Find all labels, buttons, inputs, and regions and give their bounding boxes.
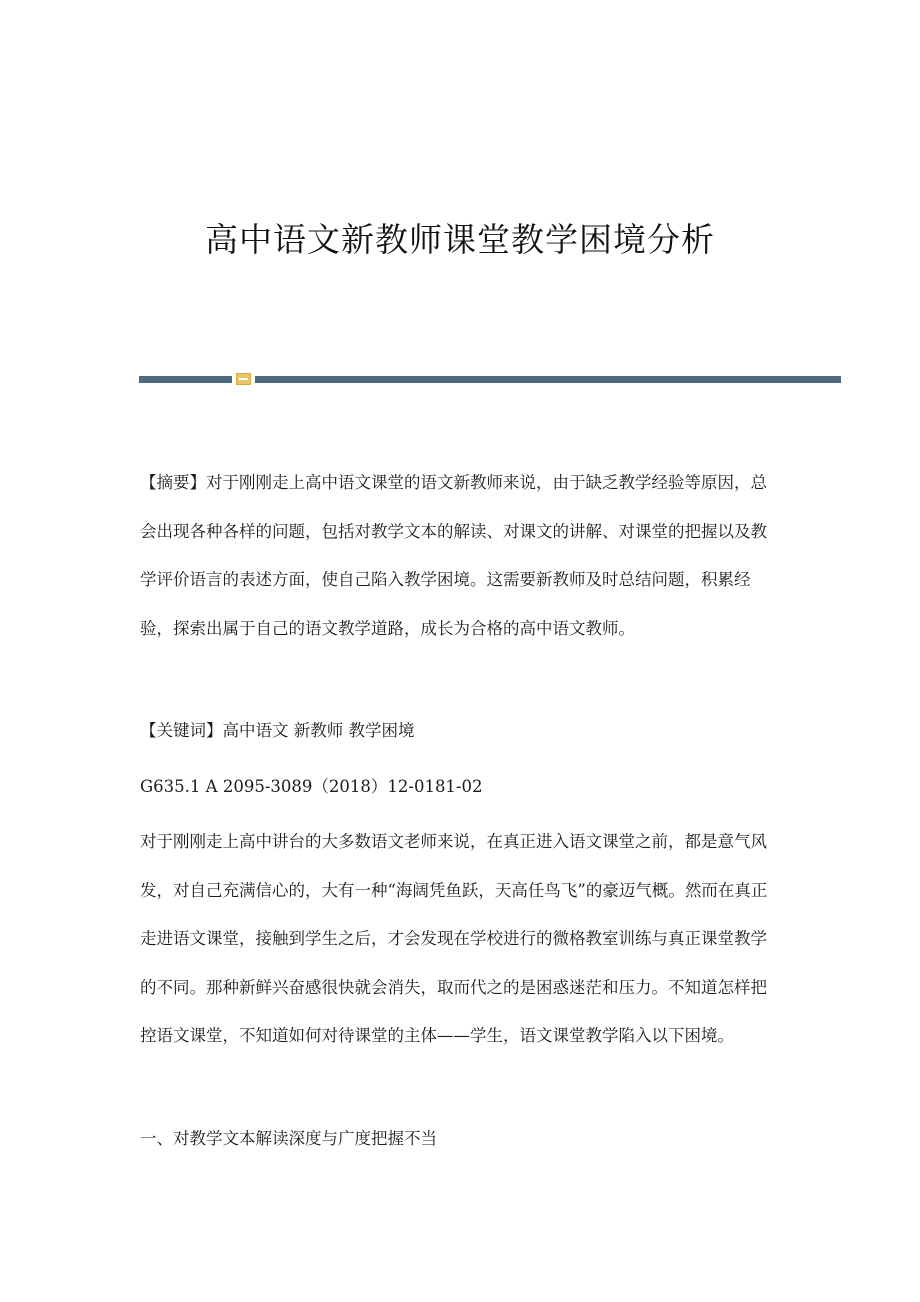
abstract-paragraph: 【摘要】对于刚刚走上高中语文课堂的语文新教师来说，由于缺乏教学经验等原因，总会出现各种各样的问题，包括对教学文本的解读、对课文的讲解、对课堂的把握以及教学评价语言的表述方面，使自己陷入教学困境。这需要新教师及时总结问题，积累经验，探索出属于自己的语文教学道路，成长为合格的高中语文教师。 (140, 473, 767, 638)
divider-bar-right (255, 376, 841, 383)
divider-emblem-icon (236, 373, 251, 385)
document-title: 高中语文新教师课堂教学困境分析 (205, 220, 715, 259)
keywords-line: 【关键词】高中语文 新教师 教学困境 (140, 721, 415, 740)
intro-paragraph: 对于刚刚走上高中讲台的大多数语文老师来说，在真正进入语文课堂之前，都是意气风发，对自己充满信心的，大有一种“海阔凭鱼跃，天高任鸟飞”的豪迈气概。然而在真正走进语文课堂，接触到学生之后，才会发现在学校进行的微格教室训练与真正课堂教学的不同。那种新鲜兴奋感很快就会消失，取而代之的是困惑迷茫和压力。不知道怎样把控语文课堂，不知道如何对待课堂的主体——学生，语文课堂教学陷入以下困境。 (140, 832, 768, 1045)
section-heading: 一、对教学文本解读深度与广度把握不当 (140, 1129, 437, 1148)
title-divider (139, 372, 841, 386)
divider-bar-left (139, 376, 232, 383)
classification-line: G635.1 A 2095-3089（2018）12-0181-02 (140, 777, 483, 796)
